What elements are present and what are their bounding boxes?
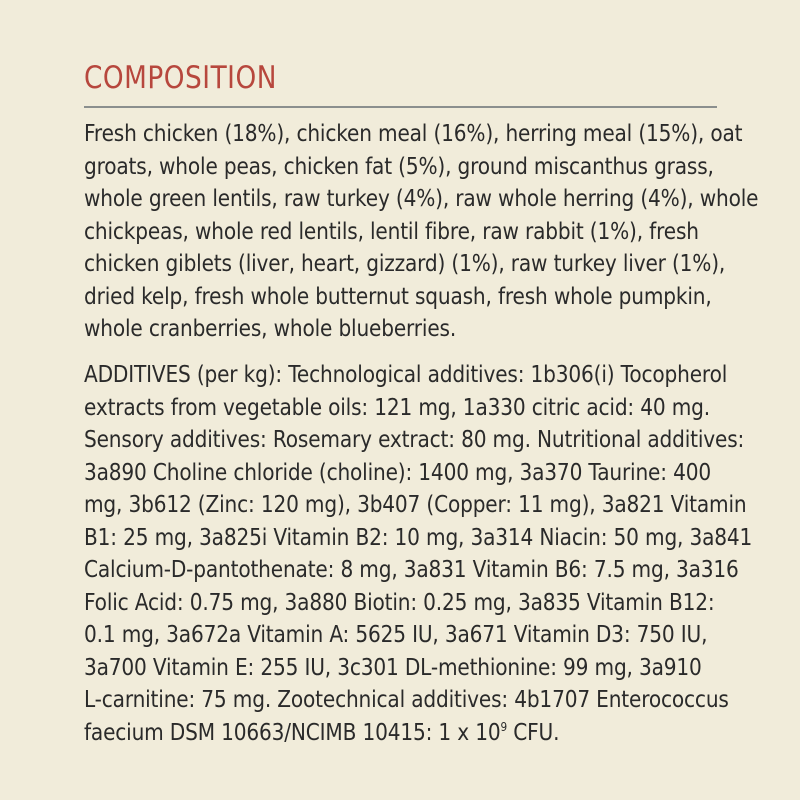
additives-text-line: 3a700 Vitamin E: 255 IU, 3c301 DL-methionine: 99 mg, 3a910 (84, 654, 702, 681)
additives-text-line: extracts from vegetable oils: 121 mg, 1a330 citric acid: 40 mg. (84, 394, 710, 421)
ingredient-text-line: Fresh chicken (18%), chicken meal (16%), herring meal (15%), oat (84, 121, 743, 147)
composition-ingredients-text (84, 118, 759, 346)
heading-divider (84, 106, 717, 108)
cfu-text-prefix: faecium DSM 10663/NCIMB 10415: 1 x 10 (84, 719, 501, 746)
additives-text-line: ADDITIVES (per kg): Technological additives: 1b306(i) Tocopherol (84, 362, 728, 388)
additives-text-line: L-carnitine: 75 mg. Zootechnical additives: 4b1707 Enterococcus (84, 687, 729, 713)
ingredient-text-line: dried kelp, fresh whole butternut squash, fresh whole pumpkin, (84, 283, 712, 310)
ingredient-text-line: chicken giblets (liver, heart, gizzard) (1%), raw turkey liver (1%), (84, 251, 726, 277)
ingredient-text-line: groats, whole peas, chicken fat (5%), ground miscanthus grass, (84, 153, 714, 180)
additives-text (84, 359, 753, 749)
additives-final-line (84, 717, 711, 750)
ingredient-text-line: whole cranberries, whole blueberries. (84, 316, 457, 342)
additives-text-line: 3a890 Choline chloride (choline): 1400 mg, 3a370 Taurine: 400 (84, 459, 711, 486)
ingredient-text-line: chickpeas, whole red lentils, lentil fibre, raw rabbit (1%), fresh (84, 218, 699, 245)
additives-text-line: Folic Acid: 0.75 mg, 3a880 Biotin: 0.25 mg, 3a835 Vitamin B12: (84, 589, 715, 616)
cfu-exponent: 9 (500, 719, 508, 734)
additives-text-line: Sensory additives: Rosemary extract: 80 mg. Nutritional additives: (84, 427, 745, 453)
additives-text-line: B1: 25 mg, 3a825i Vitamin B2: 10 mg, 3a314 Niacin: 50 mg, 3a841 (84, 524, 753, 551)
additives-text-line: 0.1 mg, 3a672a Vitamin A: 5625 IU, 3a671 Vitamin D3: 750 IU, (84, 622, 708, 648)
additives-text-line: mg, 3b612 (Zinc: 120 mg), 3b407 (Copper: 11 mg), 3a821 Vitamin (84, 492, 747, 518)
composition-heading: COMPOSITION (84, 60, 277, 96)
ingredient-text-line: whole green lentils, raw turkey (4%), raw whole herring (4%), whole (84, 186, 759, 212)
cfu-text-suffix: CFU. (507, 719, 560, 746)
additives-text-line: Calcium-D-pantothenate: 8 mg, 3a831 Vitamin B6: 7.5 mg, 3a316 (84, 557, 739, 583)
